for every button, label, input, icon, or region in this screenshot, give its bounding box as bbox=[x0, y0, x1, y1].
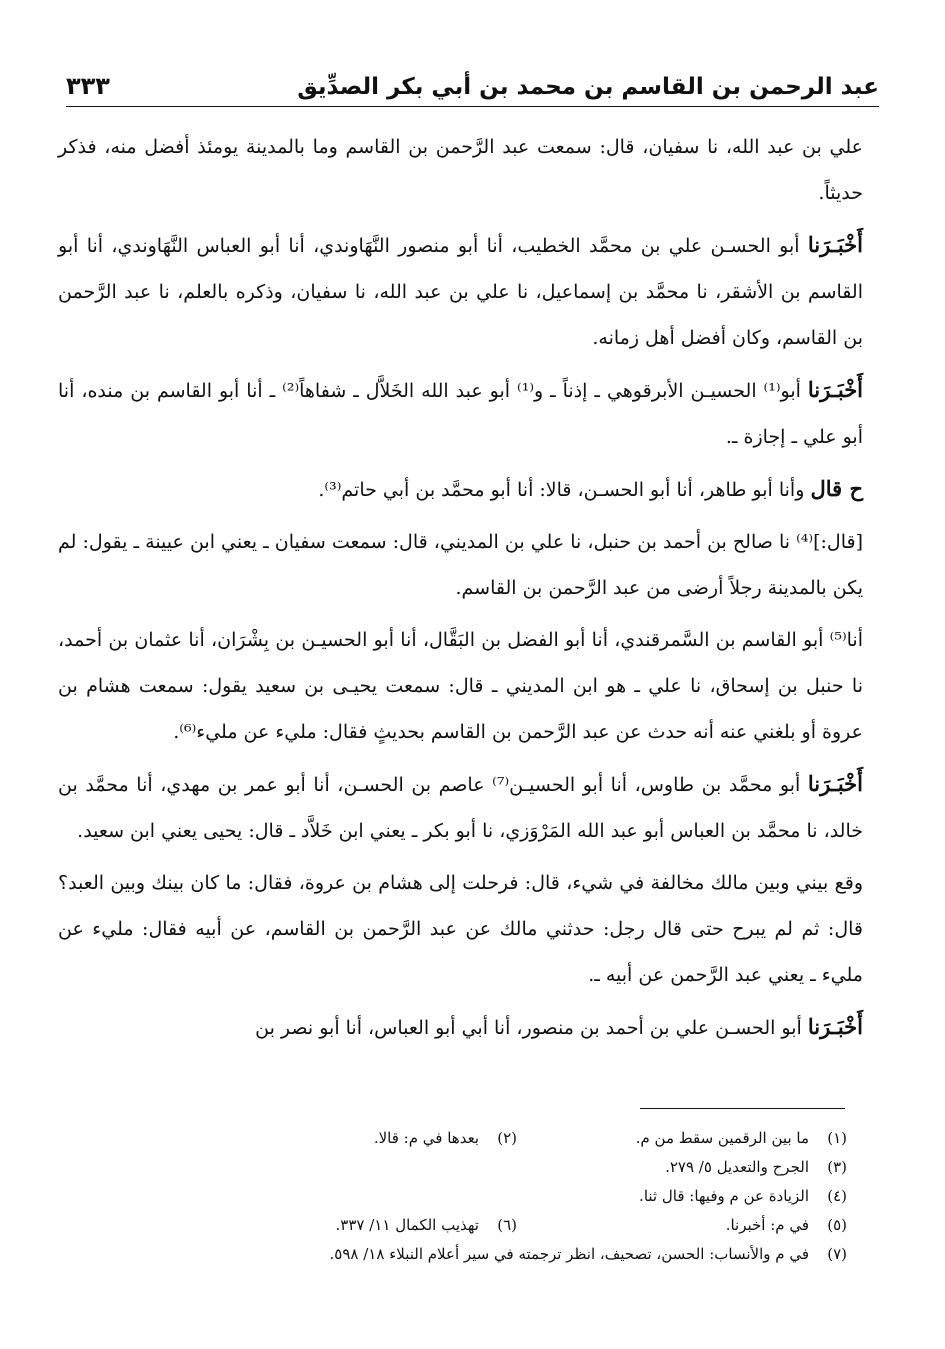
page-number: ٣٣٣ bbox=[66, 72, 110, 100]
footnote-text: في م والأنساب: الحسن، تصحيف، انظر ترجمته في سير أعلام النبلاء ١٨/ ٥٩٨. bbox=[329, 1245, 809, 1263]
paragraph bbox=[58, 222, 863, 361]
footnote-number: (٢) bbox=[497, 1129, 517, 1147]
paragraph-text: وأنا أبو طاهر، أنا أبو الحسـن، قالا: أنا أبو محمَّد بن أبي حاتم⁽³⁾. bbox=[318, 479, 811, 501]
footnote-number: (٥) bbox=[827, 1216, 847, 1234]
footnote bbox=[230, 1182, 847, 1211]
footnote-number: (٦) bbox=[497, 1216, 517, 1234]
footnote bbox=[336, 1211, 517, 1240]
running-header bbox=[66, 58, 879, 107]
paragraph-lead: أَخْبَـرَنا bbox=[807, 232, 863, 257]
footnote-text: الجرح والتعديل ٥/ ٢٧٩. bbox=[665, 1158, 809, 1176]
footnote bbox=[230, 1240, 847, 1269]
paragraph-lead: أَخْبَـرَنا bbox=[807, 1014, 863, 1039]
paragraph-text: وقع بيني وبين مالك مخالفة في شيء، قال: فرحلت إلى هشام بن عروة، فقال: ما كان بينك وبين العبد؟ قال: ثم لم يبرح حتى قال رجل: حدثني مالك عن عبد الرَّحمن بن القاسم، عن أبيه فقال: مليء عن مليء ـ يعني عبد الرَّحمن عن أبيه ـ. bbox=[58, 872, 863, 986]
paragraph-text: أبو محمَّد بن طاوس، أنا أبو الحسيـن⁽⁷⁾ عاصم بن الحسـن، أنا أبو عمر بن مهدي، أنا محمَّد بن خالد، نا محمَّد بن العباس أبو عبد الله المَرْوَزي، نا أبو بكر ـ يعني ابن خَلاَّد ـ قال: يحيى يعني ابن سعيد. bbox=[58, 774, 863, 842]
footnote bbox=[374, 1124, 517, 1153]
paragraph bbox=[58, 1004, 863, 1051]
paragraph-lead: أَخْبَـرَنا bbox=[807, 377, 864, 402]
footnote bbox=[517, 1211, 847, 1240]
paragraph-text: علي بن عبد الله، نا سفيان، قال: سمعت عبد الرَّحمن بن القاسم وما بالمدينة يومئذ أفضل منه، فذكر حديثاً. bbox=[58, 136, 863, 204]
paragraph-lead: ح قال bbox=[810, 476, 863, 501]
footnote-text: تهذيب الكمال ١١/ ٣٣٧. bbox=[335, 1216, 479, 1234]
footnotes bbox=[230, 1124, 847, 1269]
footnote-number: (٣) bbox=[827, 1158, 847, 1176]
paragraph-text: أبو الحسـن علي بن أحمد بن منصور، أنا أبي أبو العباس، أنا أبو نصر بن bbox=[255, 1017, 808, 1039]
paragraph bbox=[58, 761, 863, 854]
paragraph-text: أبو⁽¹⁾ الحسيـن الأبرقوهي ـ إذناً ـ و⁽¹⁾ أبو عبد الله الخَلاَّل ـ شفاهاً⁽²⁾ ـ أنا أبو القاسم بن منده، أنا أبو علي ـ إجازة ـ. bbox=[58, 380, 863, 448]
main-text bbox=[58, 124, 863, 1057]
paragraph-text: أنا⁽⁵⁾ أبو القاسم بن السَّمرقندي، أنا أبو الفضل بن البَقَّال، أنا أبو الحسيـن بن بِشْرَان، أنا عثمان بن أحمد، نا حنبل بن إسحاق، نا علي ـ هو ابن المديني ـ قال: سمعت يحيـى بن سعيد يقول: سمعت هشام بن عروة أو بلغني عنه أنه حدث عن عبد الرَّحمن بن القاسم بحديثٍ فقال: مليء عن مليء⁽⁶⁾. bbox=[58, 629, 863, 743]
footnote-text: ما بين الرقمين سقط من م. bbox=[635, 1129, 809, 1147]
paragraph-text: [قال:]⁽⁴⁾ نا صالح بن أحمد بن حنبل، نا علي بن المديني، قال: سمعت سفيان ـ يعني ابن عيينة ـ يقول: لم يكن بالمدينة رجلاً أرضى من عبد الرَّحمن بن القاسم. bbox=[58, 531, 863, 599]
footnote-number: (١) bbox=[827, 1129, 847, 1147]
footnote-text: في م: أخبرنا. bbox=[725, 1216, 809, 1234]
paragraph-text: أبو الحسـن علي بن محمَّد الخطيب، أنا أبو منصور النَّهَاوندي، أنا أبو العباس النَّهَاوندي، أنا أبو القاسم بن الأشقر، نا محمَّد بن إسماعيل، نا علي بن عبد الله، نا سفيان، وذكره بالعلم، نا عبد الرَّحمن بن القاسم، وكان أفضل أهل زمانه. bbox=[58, 235, 863, 349]
footnote-number: (٤) bbox=[827, 1187, 847, 1205]
footnote bbox=[230, 1153, 847, 1182]
paragraph bbox=[58, 519, 863, 611]
paragraph bbox=[58, 617, 863, 755]
footnote-text: بعدها في م: قالا. bbox=[373, 1129, 479, 1147]
running-title: عبد الرحمن بن القاسم بن محمد بن أبي بكر الصدِّيق bbox=[297, 74, 879, 100]
paragraph bbox=[58, 367, 863, 460]
footnote-row bbox=[230, 1124, 847, 1153]
footnote bbox=[517, 1124, 847, 1153]
footnote-number: (٧) bbox=[827, 1245, 847, 1263]
paragraph bbox=[58, 466, 863, 513]
paragraph bbox=[58, 860, 863, 998]
footnote-row bbox=[230, 1211, 847, 1240]
paragraph bbox=[58, 124, 863, 216]
footnote-text: الزيادة عن م وفيها: قال ثنا. bbox=[639, 1187, 809, 1205]
paragraph-lead: أَخْبَـرَنا bbox=[807, 771, 863, 796]
footnote-separator bbox=[640, 1108, 845, 1109]
